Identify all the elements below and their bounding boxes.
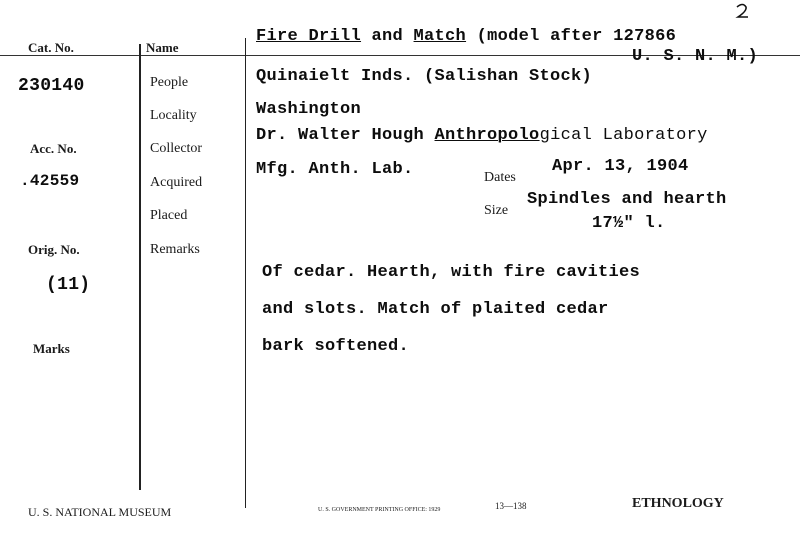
collector-value <box>256 126 708 145</box>
size-value-line1: Spindles and hearth <box>527 190 727 209</box>
collector-label: Collector <box>150 141 203 156</box>
footer-printing-office: U. S. GOVERNMENT PRINTING OFFICE: 1929 <box>318 507 441 513</box>
dates-value: Apr. 13, 1904 <box>552 157 689 176</box>
size-value-line2: 17½" l. <box>592 214 666 233</box>
people-value: Quinaielt Inds. (Salishan Stock) <box>256 67 593 86</box>
orig-no-value: (11) <box>46 275 91 295</box>
acquired-value: Mfg. Anth. Lab. <box>256 160 414 179</box>
placed-label: Placed <box>150 208 188 223</box>
people-label: People <box>150 75 189 90</box>
footer-form-number: 13—138 <box>495 501 527 511</box>
acc-no-value: .42559 <box>20 172 80 190</box>
name-value <box>256 27 676 46</box>
name-fire-drill: Fire Drill <box>256 27 362 46</box>
name-and: and <box>361 27 414 46</box>
remarks-line-2: and slots. Match of plaited cedar <box>262 300 609 319</box>
acc-no-label: Acc. No. <box>30 141 77 156</box>
orig-no-label: Orig. No. <box>28 242 80 257</box>
name-model: (model after 127866 <box>466 27 677 46</box>
remarks-label: Remarks <box>150 242 200 257</box>
acquired-label: Acquired <box>150 175 203 190</box>
locality-value: Washington <box>256 100 362 119</box>
cat-no-value: 230140 <box>18 76 85 96</box>
name-match: Match <box>413 27 467 46</box>
collector-lab-underlined: Anthropolo <box>434 126 540 145</box>
remarks-line-1: Of cedar. Hearth, with fire cavities <box>262 263 641 282</box>
handwritten-correction-mark <box>733 2 753 20</box>
right-column-rule <box>245 38 246 508</box>
collector-name: Dr. Walter Hough <box>256 126 435 145</box>
locality-label: Locality <box>150 108 197 123</box>
collector-lab-rest: gical Laboratory <box>539 126 708 145</box>
marks-label: Marks <box>33 341 70 356</box>
size-label: Size <box>484 203 509 218</box>
left-column-rule <box>139 44 141 490</box>
name-label: Name <box>146 40 179 55</box>
cat-no-label: Cat. No. <box>28 40 74 55</box>
footer-department: ETHNOLOGY <box>632 496 724 511</box>
footer-museum: U. S. NATIONAL MUSEUM <box>28 505 172 519</box>
usnm-value: U. S. N. M.) <box>632 47 759 66</box>
remarks-line-3: bark softened. <box>262 337 410 356</box>
dates-label: Dates <box>484 170 516 185</box>
